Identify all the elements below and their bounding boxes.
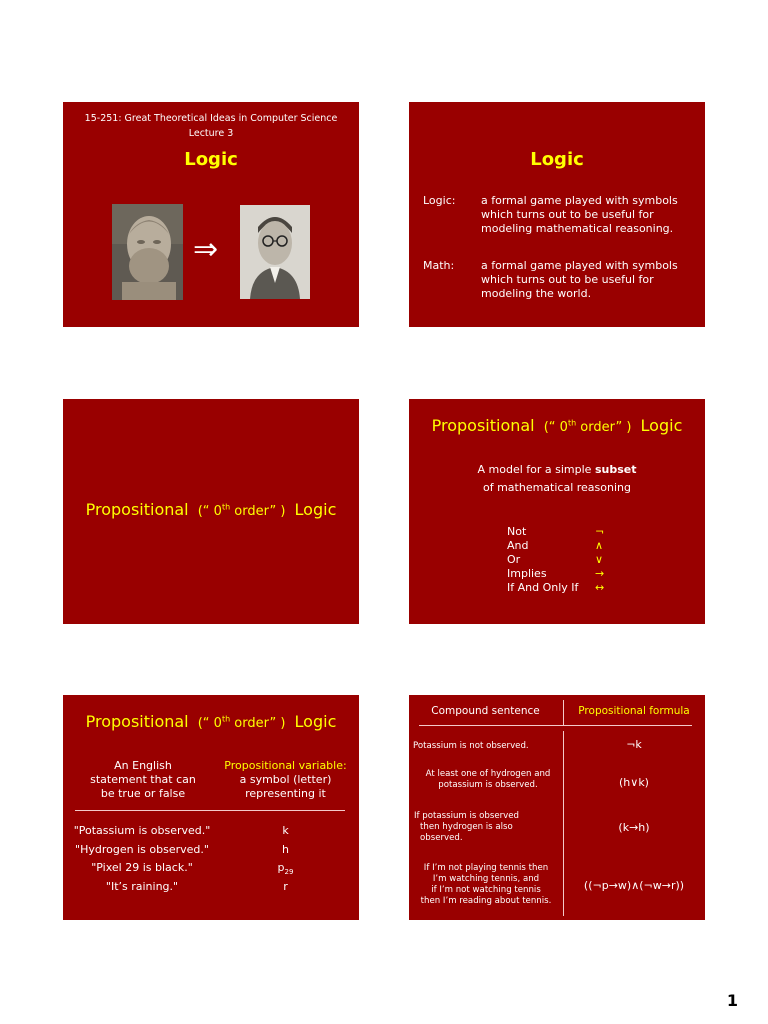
connective-symbol: →	[595, 567, 605, 580]
variable-subscript: 29	[284, 868, 294, 877]
slide-title: Logic	[184, 149, 238, 170]
definition-line: which turns out to be useful for	[481, 208, 654, 221]
connective-name: Or	[507, 553, 521, 566]
godel-portrait	[240, 205, 310, 299]
formula-row-4: ((¬p→w)∧(¬w→r))	[583, 879, 685, 892]
description-text: A model for a simple	[477, 463, 595, 476]
title-order-open: (“ 0	[197, 716, 222, 731]
formula-row-1: ¬k	[626, 738, 642, 751]
slide-title	[409, 416, 705, 435]
sentence-line: potassium is observed.	[438, 780, 538, 790]
sentence-row-4	[411, 863, 561, 907]
connective-row	[507, 525, 617, 539]
header-line: be true or false	[100, 787, 186, 800]
slide-2	[409, 102, 705, 327]
header-underline	[419, 725, 692, 726]
title-logic: Logic	[294, 712, 337, 731]
definition-line: modeling the world.	[481, 287, 592, 300]
table-row	[63, 822, 359, 841]
variable-symbol: r	[283, 879, 288, 893]
column-header-formula: Propositional formula	[578, 705, 690, 717]
variable-symbol: h	[282, 842, 289, 856]
title-order-close: order” )	[230, 716, 286, 731]
title-propositional: Propositional	[431, 416, 535, 435]
connective-row	[507, 567, 617, 581]
connective-row	[507, 539, 617, 553]
sentence-line: if I’m not watching tennis	[431, 885, 541, 895]
slide-title: Logic	[530, 149, 584, 170]
sentence-line: If I’m not playing tennis then	[423, 863, 549, 873]
term-logic: Logic:	[423, 194, 456, 207]
column-header-sentence: Compound sentence	[431, 705, 540, 717]
title-logic: Logic	[294, 500, 337, 519]
connective-row	[507, 581, 617, 595]
connective-name: Not	[507, 525, 527, 538]
subset-description	[409, 461, 705, 497]
sentence-line: then I’m reading about tennis.	[420, 896, 552, 906]
header-line: representing it	[245, 787, 326, 800]
connective-name: If And Only If	[507, 581, 579, 594]
title-order-close: order” )	[230, 504, 286, 519]
variable-symbol: k	[282, 824, 289, 837]
aristotle-portrait	[112, 204, 183, 300]
title-order-open: (“ 0	[197, 504, 222, 519]
table-row	[63, 859, 359, 878]
title-order-open: (“ 0	[543, 420, 568, 435]
statement-text: "It’s raining."	[105, 879, 179, 893]
connective-symbol: ∨	[595, 553, 604, 566]
propositional-variable-header	[213, 759, 358, 801]
slide-6	[409, 695, 705, 920]
column-divider	[563, 731, 564, 916]
connective-row	[507, 553, 617, 567]
connective-symbol: ↔	[595, 581, 605, 594]
english-statement-header	[73, 759, 213, 801]
title-logic: Logic	[640, 416, 683, 435]
title-order-sup: th	[221, 714, 231, 724]
sentence-row-1	[413, 741, 563, 752]
page-number: 1	[726, 991, 738, 1010]
sentence-row-2	[413, 769, 563, 791]
sentence-line: observed.	[420, 833, 463, 843]
implies-arrow: ⇒	[193, 232, 219, 267]
definition-line: which turns out to be useful for	[481, 273, 654, 286]
statement-table	[63, 822, 359, 896]
definition-line: a formal game played with symbols	[481, 194, 678, 207]
sentence-line: At least one of hydrogen and	[425, 769, 551, 779]
formula-row-2: (h∨k)	[619, 776, 649, 789]
slide-4	[409, 399, 705, 624]
description-text: of mathematical reasoning	[482, 481, 631, 494]
connective-name: Implies	[507, 567, 547, 580]
term-math: Math:	[423, 259, 455, 272]
header-line: a symbol (letter)	[239, 773, 332, 786]
sentence-line: Potassium is not observed.	[413, 741, 529, 751]
statement-text: "Hydrogen is observed."	[75, 842, 209, 856]
title-order-sup: th	[221, 502, 231, 512]
divider	[75, 810, 345, 811]
title-order-close: order” )	[576, 420, 632, 435]
description-bold: subset	[594, 463, 637, 476]
sentence-line: then hydrogen is also	[420, 822, 513, 832]
formula-row-3: (k→h)	[618, 821, 650, 834]
header-line: Propositional variable:	[224, 759, 347, 772]
title-order-sup: th	[567, 418, 577, 428]
sentence-row-3	[414, 811, 564, 844]
variable-symbol: p	[277, 861, 285, 874]
lecture-number: Lecture 3	[188, 128, 234, 139]
slide-5	[63, 695, 359, 920]
header-line: An English	[114, 759, 172, 772]
statement-text: "Pixel 29 is black."	[91, 861, 193, 874]
header-line: statement that can	[90, 773, 196, 786]
statement-text: "Potassium is observed."	[73, 824, 211, 837]
connective-symbol: ¬	[595, 525, 605, 538]
column-divider	[563, 700, 564, 725]
slide-1	[63, 102, 359, 327]
connective-symbol: ∧	[595, 539, 604, 552]
sentence-line: If potassium is observed	[414, 811, 519, 821]
connective-name: And	[507, 539, 529, 552]
table-row	[63, 878, 359, 897]
slide-3	[63, 399, 359, 624]
definition-line: a formal game played with symbols	[481, 259, 678, 272]
title-propositional: Propositional	[85, 500, 189, 519]
definition-line: modeling mathematical reasoning.	[481, 222, 674, 235]
connectives-list	[507, 525, 617, 595]
title-propositional: Propositional	[85, 712, 189, 731]
slide-title	[63, 500, 359, 519]
slide-title	[63, 712, 359, 731]
table-row	[63, 841, 359, 860]
sentence-line: I’m watching tennis, and	[432, 874, 540, 884]
course-title: 15-251: Great Theoretical Ideas in Computer Science	[84, 113, 338, 124]
